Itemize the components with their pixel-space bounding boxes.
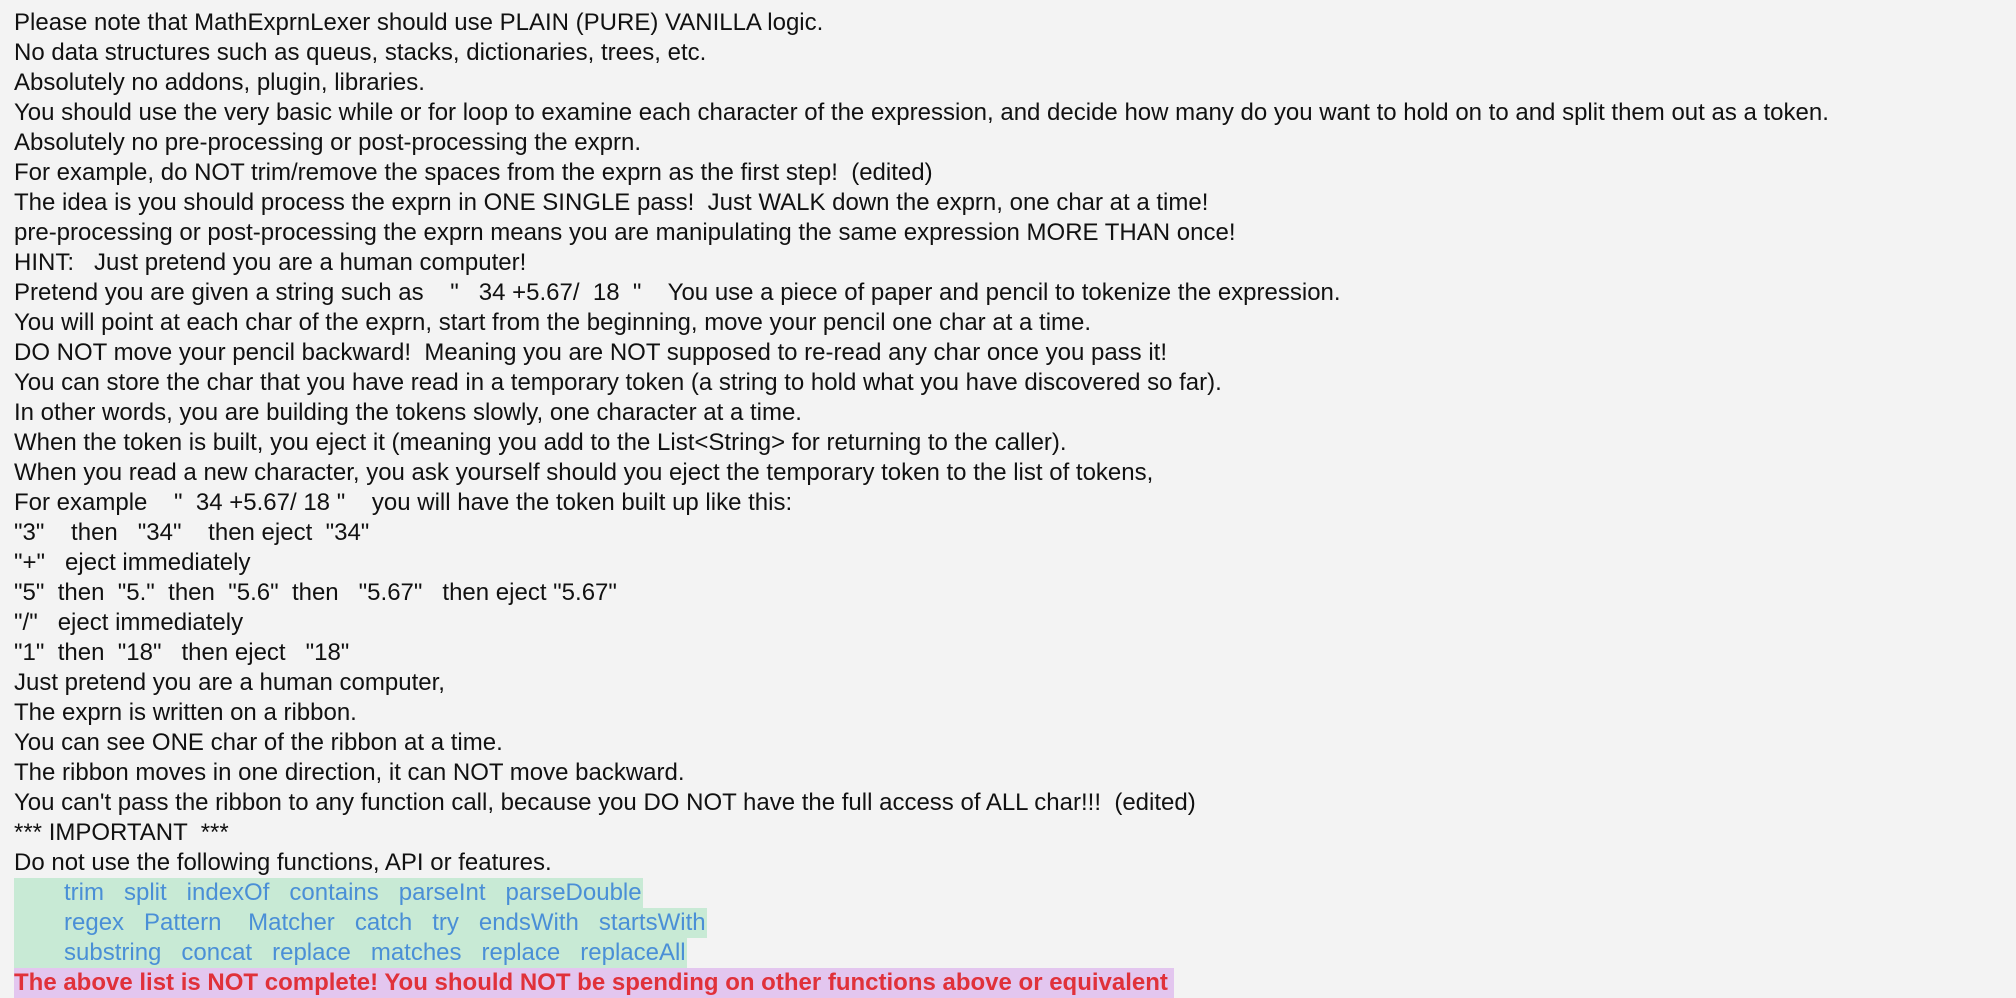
function-name: split (123, 879, 167, 906)
function-name: Matcher (241, 909, 335, 936)
text-line: "/" eject immediately (14, 609, 244, 636)
text-line: Pretend you are given a string such as " 34 +5.67/ 18 " You use a piece of paper and pencil to tokenize the expression. (14, 279, 1341, 306)
text-line: pre-processing or post-processing the exprn means you are manipulating the same expression MORE THAN once! (14, 219, 1236, 246)
text-line: Absolutely no pre-processing or post-processing the exprn. (14, 129, 641, 156)
text-line: The exprn is written on a ribbon. (14, 699, 357, 726)
text-line: When you read a new character, you ask yourself should you eject the temporary token to the list of tokens, (14, 459, 1154, 486)
forbidden-functions-row (14, 938, 687, 968)
function-name: replace (481, 939, 561, 966)
function-name: catch (354, 909, 413, 936)
warning-line: The above list is NOT complete! You should NOT be spending on other functions above or equivalent (14, 968, 1174, 998)
function-name: startsWith (598, 909, 706, 936)
text-line: Absolutely no addons, plugin, libraries. (14, 69, 425, 96)
text-line: You can store the char that you have read in a temporary token (a string to hold what you have discovered so far). (14, 369, 1222, 396)
function-name: regex (64, 909, 125, 936)
function-name: try (432, 909, 459, 936)
text-line: "3" then "34" then eject "34" (14, 519, 370, 546)
function-name: concat (181, 939, 253, 966)
function-name: parseInt (398, 879, 486, 906)
function-name: replace (272, 939, 351, 966)
text-line: "1" then "18" then eject "18" (14, 639, 350, 666)
function-name: trim (64, 879, 104, 906)
forbidden-functions-row (14, 878, 643, 908)
forbidden-functions-list (14, 878, 2002, 968)
function-name: Pattern (144, 909, 222, 936)
text-line: Please note that MathExprnLexer should use PLAIN (PURE) VANILLA logic. (14, 9, 824, 36)
text-line: No data structures such as queus, stacks, dictionaries, trees, etc. (14, 39, 707, 66)
function-name: contains (289, 879, 379, 906)
text-line: HINT: Just pretend you are a human computer! (14, 249, 527, 276)
text-line: You will point at each char of the exprn, start from the beginning, move your pencil one char at a time. (14, 309, 1092, 336)
text-line: "+" eject immediately (14, 549, 251, 576)
text-line: For example, do NOT trim/remove the spaces from the exprn as the first step! (edited) (14, 159, 933, 186)
text-line: "5" then "5." then "5.6" then "5.67" then eject "5.67" (14, 579, 617, 606)
text-line: You should use the very basic while or for loop to examine each character of the expression, and decide how many do you want to hold on to and split them out as a token. (14, 99, 1829, 126)
function-name: replaceAll (580, 939, 686, 966)
text-line: When the token is built, you eject it (meaning you add to the List<String> for returning to the caller). (14, 429, 1067, 456)
function-name: endsWith (478, 909, 579, 936)
text-line: The idea is you should process the exprn in ONE SINGLE pass! Just WALK down the exprn, one char at a time! (14, 189, 1209, 216)
text-line: The ribbon moves in one direction, it can NOT move backward. (14, 759, 685, 786)
function-name: substring (64, 939, 162, 966)
forbidden-functions-row (14, 908, 707, 938)
function-name: matches (370, 939, 462, 966)
function-name: indexOf (186, 879, 270, 906)
text-line: For example " 34 +5.67/ 18 " you will have the token built up like this: (14, 489, 793, 516)
text-line: In other words, you are building the tokens slowly, one character at a time. (14, 399, 802, 426)
text-line: You can see ONE char of the ribbon at a time. (14, 729, 503, 756)
important-heading: *** IMPORTANT *** (14, 819, 229, 846)
function-name: parseDouble (505, 879, 642, 906)
text-line: You can't pass the ribbon to any function call, because you DO NOT have the full access of ALL char!!! (edited) (14, 789, 1196, 816)
text-line: Do not use the following functions, API or features. (14, 849, 552, 876)
text-line: Just pretend you are a human computer, (14, 669, 445, 696)
text-line: DO NOT move your pencil backward! Meaning you are NOT supposed to re-read any char once you pass it! (14, 339, 1168, 366)
